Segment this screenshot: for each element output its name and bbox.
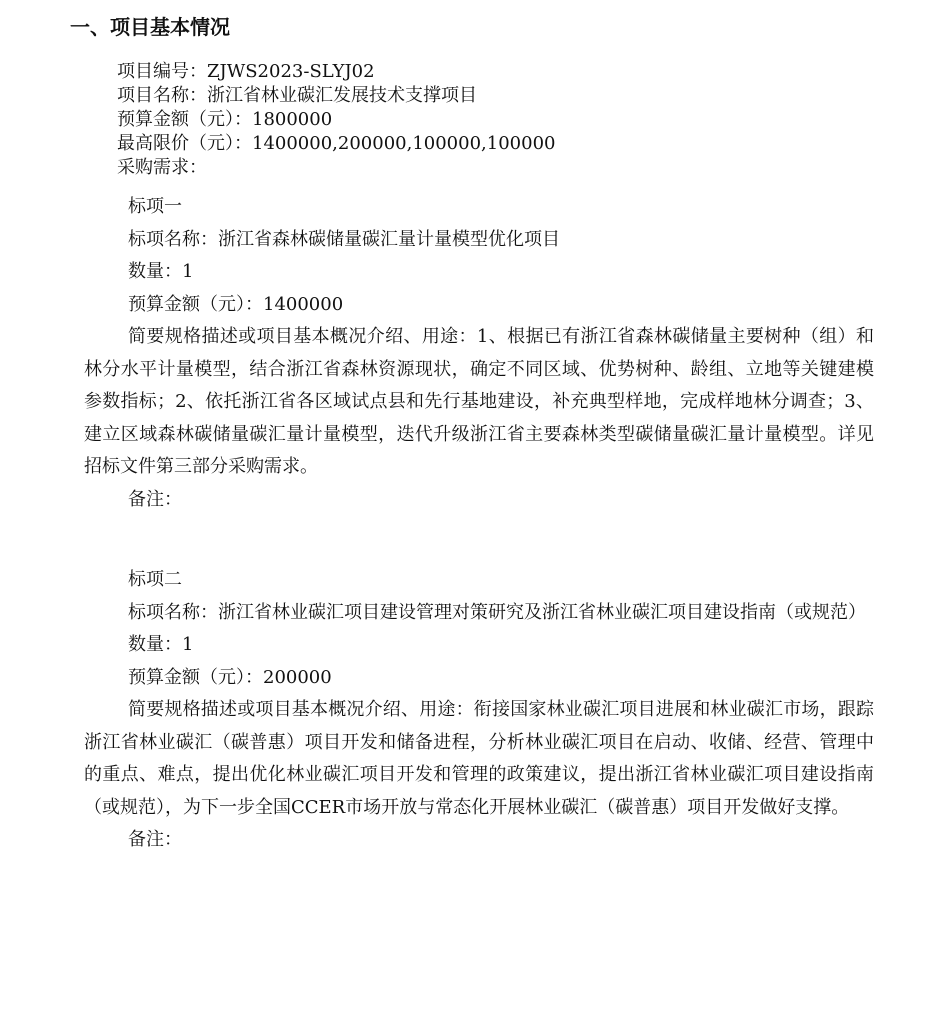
- project-name: 项目名称：浙江省林业碳汇发展技术支撑项目: [117, 85, 477, 106]
- lot-quantity: 数量：1: [128, 634, 194, 655]
- section-title: 一、项目基本情况: [70, 15, 230, 39]
- lot-heading: 标项一: [128, 196, 182, 217]
- lot-name: 标项名称：浙江省森林碳储量碳汇量计量模型优化项目: [128, 228, 560, 250]
- lot-budget: 预算金额（元）：1400000: [128, 293, 344, 315]
- lot-description: 简要规格描述或项目基本概况介绍、用途：1、根据已有浙江省森林碳储量主要树种（组）和林分水平计量模型，结合浙江省森林资源现状，确定不同区域、优势树种、龄组、立地等关键建模参数指标；2、依托浙江省各区域试点县和先行基地建设，补充典型样地，完成样地林分调查；3、建立区域森林碳储量碳汇量计量模型，迭代升级浙江省主要森林类型碳储量碳汇量计量模型。详见招标文件第三部分采购需求。: [84, 326, 874, 477]
- project-info-block: [117, 60, 555, 180]
- lot-quantity: 数量：1: [128, 261, 194, 282]
- lot-section-2: [84, 564, 874, 857]
- lot-description: 简要规格描述或项目基本概况介绍、用途：衔接国家林业碳汇项目进展和林业碳汇市场，跟踪浙江省林业碳汇（碳普惠）项目开发和储备进程，分析林业碳汇项目在启动、收储、经营、管理中的重点、难点，提出优化林业碳汇项目开发和管理的政策建议，提出浙江省林业碳汇项目建设指南（或规范），为下一步全国CCER市场开放与常态化开展林业碳汇（碳普惠）项目开发做好支撑。: [84, 699, 874, 818]
- lot-section-1: [84, 191, 874, 516]
- lot-remark: 备注：: [128, 488, 182, 510]
- lot-heading: 标项二: [128, 569, 182, 590]
- project-budget: 预算金额（元）：1800000: [117, 109, 333, 130]
- lot-budget: 预算金额（元）：200000: [128, 666, 332, 688]
- lot-remark: 备注：: [128, 829, 182, 850]
- lot-name: 标项名称：浙江省林业碳汇项目建设管理对策研究及浙江省林业碳汇项目建设指南（或规范）: [128, 601, 866, 623]
- procurement-requirements-label: 采购需求：: [117, 157, 207, 178]
- project-code: 项目编号：ZJWS2023-SLYJ02: [117, 61, 375, 82]
- project-max-price: 最高限价（元）：1400000,200000,100000,100000: [117, 133, 556, 154]
